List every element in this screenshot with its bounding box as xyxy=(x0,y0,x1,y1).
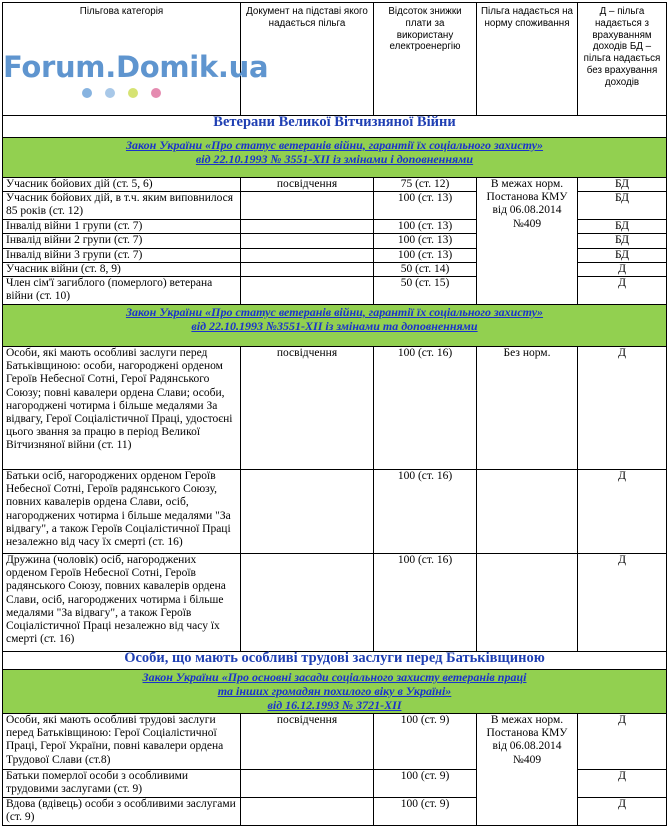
header-row xyxy=(3,3,667,116)
discount-cell: 100 (ст. 9) xyxy=(374,770,477,798)
category-cell: Інвалід війни 2 групи (ст. 7) xyxy=(3,234,241,248)
law-link-line: від 22.10.1993 №3551-XII із змінами та доповненнями xyxy=(191,319,478,334)
section-row xyxy=(3,116,667,138)
law-link-line: та інших громадян похилого віку в Україні» xyxy=(217,684,452,699)
document-cell xyxy=(241,470,374,554)
income-cell: Д xyxy=(578,262,667,276)
document-cell xyxy=(241,262,374,276)
header-income: Д – пільга надається з врахуванням доходів БД – пільга надається без врахування доходів xyxy=(578,3,667,116)
income-cell: Д xyxy=(578,347,667,470)
discount-cell: 100 (ст. 13) xyxy=(374,192,477,220)
law-link-line: від 22.10.1993 № 3551-XII із змінами і доповненнями xyxy=(195,152,474,166)
discount-cell: 100 (ст. 9) xyxy=(374,714,477,770)
law-row xyxy=(3,670,667,714)
category-cell: Член сім'ї загиблого (померлого) ветерана війни (ст. 10) xyxy=(3,277,241,305)
category-cell: Батьки померлої особи з особливими трудовими заслугами (ст. 9) xyxy=(3,770,241,798)
income-cell: Д xyxy=(578,714,667,770)
income-cell: БД xyxy=(578,248,667,262)
logo-dots xyxy=(3,88,240,98)
category-cell: Батьки осіб, нагороджених орденом Героїв Небесної Сотні, Героїв радянського Союзу, повних кавалерів ордена Слави, осіб, нагороджених чотирма і більше медалями "За відвагу", а також Героїв Соціалістичної Праці незалежно від часу їх смерті (ст. 16) xyxy=(3,470,241,554)
discount-cell: 100 (ст. 16) xyxy=(374,347,477,470)
table-row xyxy=(3,470,667,554)
law-link-line: Закон України «Про статус ветеранів війни, гарантії їх соціального захисту» xyxy=(125,138,544,152)
table-row xyxy=(3,554,667,652)
law-link-line: Закон України «Про статус ветеранів війни, гарантії їх соціального захисту» xyxy=(125,305,544,320)
income-cell: Д xyxy=(578,770,667,798)
income-cell: БД xyxy=(578,220,667,234)
logo-text: Forum.Domik.ua xyxy=(3,50,269,84)
header-norm: Пільга надається на норму споживання xyxy=(477,3,578,116)
law-link[interactable] xyxy=(3,138,667,178)
document-cell: посвідчення xyxy=(241,347,374,470)
discount-cell: 50 (ст. 15) xyxy=(374,277,477,305)
section-title: Особи, що мають особливі трудові заслуги перед Батьківщиною xyxy=(3,652,667,670)
header-document: Документ на підставі якого надається пільга xyxy=(241,3,374,116)
category-cell: Учасник бойових дій, в т.ч. яким виповнилося 85 років (ст. 12) xyxy=(3,192,241,220)
norm-cell: Без норм. xyxy=(477,347,578,470)
discount-cell: 100 (ст. 13) xyxy=(374,234,477,248)
forum-domik-logo xyxy=(3,50,269,98)
norm-cell: В межах норм. Постанова КМУ від 06.08.2014 №409 xyxy=(477,178,578,305)
document-cell xyxy=(241,277,374,305)
category-cell: Інвалід війни 3 групи (ст. 7) xyxy=(3,248,241,262)
table-row xyxy=(3,178,667,192)
logo-dot-icon xyxy=(105,88,115,98)
norm-cell xyxy=(477,554,578,652)
document-cell: посвідчення xyxy=(241,178,374,192)
income-cell: БД xyxy=(578,234,667,248)
norm-cell: В межах норм. Постанова КМУ від 06.08.2014 №409 xyxy=(477,714,578,826)
category-cell: Вдова (вдівець) особи з особливими заслугами (ст. 9) xyxy=(3,798,241,826)
income-cell: Д xyxy=(578,277,667,305)
document-cell xyxy=(241,220,374,234)
document-cell xyxy=(241,248,374,262)
law-link[interactable] xyxy=(3,670,667,714)
logo-dot-icon xyxy=(151,88,161,98)
category-cell: Учасник бойових дій (ст. 5, 6) xyxy=(3,178,241,192)
law-link-line: Закон України «Про основні засади соціального захисту ветеранів праці xyxy=(142,670,527,685)
discount-cell: 50 (ст. 14) xyxy=(374,262,477,276)
header-category-label: Пільгова категорія xyxy=(79,6,164,17)
section-title: Ветерани Великої Вітчизняної Війни xyxy=(3,116,667,138)
law-row xyxy=(3,305,667,347)
document-cell xyxy=(241,798,374,826)
category-cell: Особи, які мають особливі заслуги перед Батьківщиною: особи, нагороджені орденом Героїв Небесної Сотні, Герої Радянського Союзу; повні кавалери ордена Слави; особи, нагороджені чотирма і більше медалями За відвагу, Герої Соціалістичної Праці, удостоєні цього звання за працю в період Великої Вітчизняної війни (ст. 11) xyxy=(3,347,241,470)
benefits-table xyxy=(2,2,667,826)
discount-cell: 100 (ст. 13) xyxy=(374,248,477,262)
logo-dot-icon xyxy=(128,88,138,98)
section-row xyxy=(3,652,667,670)
law-link-line: від 16.12.1993 № 3721-XII xyxy=(267,698,402,713)
logo-dot-icon xyxy=(82,88,92,98)
discount-cell: 100 (ст. 16) xyxy=(374,470,477,554)
table-row xyxy=(3,714,667,770)
income-cell: БД xyxy=(578,178,667,192)
category-cell: Особи, які мають особливі трудові заслуги перед Батьківщиною: Герої Соціалістичної Праці, Герої України, повні кавалери ордена Трудової Слави (ст.8) xyxy=(3,714,241,770)
header-category xyxy=(3,3,269,116)
document-cell xyxy=(241,192,374,220)
category-cell: Дружина (чоловік) осіб, нагороджених орденом Героїв Небесної Сотні, Героїв радянського Союзу, повних кавалерів ордена Слави, осіб, нагороджених чотирма і більше медалями "За відвагу", а також Героїв Соціалістичної Праці незалежно від часу їх смерті (ст. 16) xyxy=(3,554,241,652)
document-cell xyxy=(241,554,374,652)
discount-cell: 75 (ст. 12) xyxy=(374,178,477,192)
category-cell: Учасник війни (ст. 8, 9) xyxy=(3,262,241,276)
income-cell: Д xyxy=(578,798,667,826)
document-cell xyxy=(241,234,374,248)
law-link[interactable] xyxy=(3,305,667,347)
discount-cell: 100 (ст. 16) xyxy=(374,554,477,652)
discount-cell: 100 (ст. 9) xyxy=(374,798,477,826)
norm-cell xyxy=(477,470,578,554)
table-row xyxy=(3,347,667,470)
category-cell: Інвалід війни 1 групи (ст. 7) xyxy=(3,220,241,234)
document-cell xyxy=(241,770,374,798)
discount-cell: 100 (ст. 13) xyxy=(374,220,477,234)
income-cell: Д xyxy=(578,554,667,652)
income-cell: БД xyxy=(578,192,667,220)
document-cell: посвідчення xyxy=(241,714,374,770)
law-row xyxy=(3,138,667,178)
income-cell: Д xyxy=(578,470,667,554)
header-discount: Відсоток знижки плати за використану електроенергію xyxy=(374,3,477,116)
